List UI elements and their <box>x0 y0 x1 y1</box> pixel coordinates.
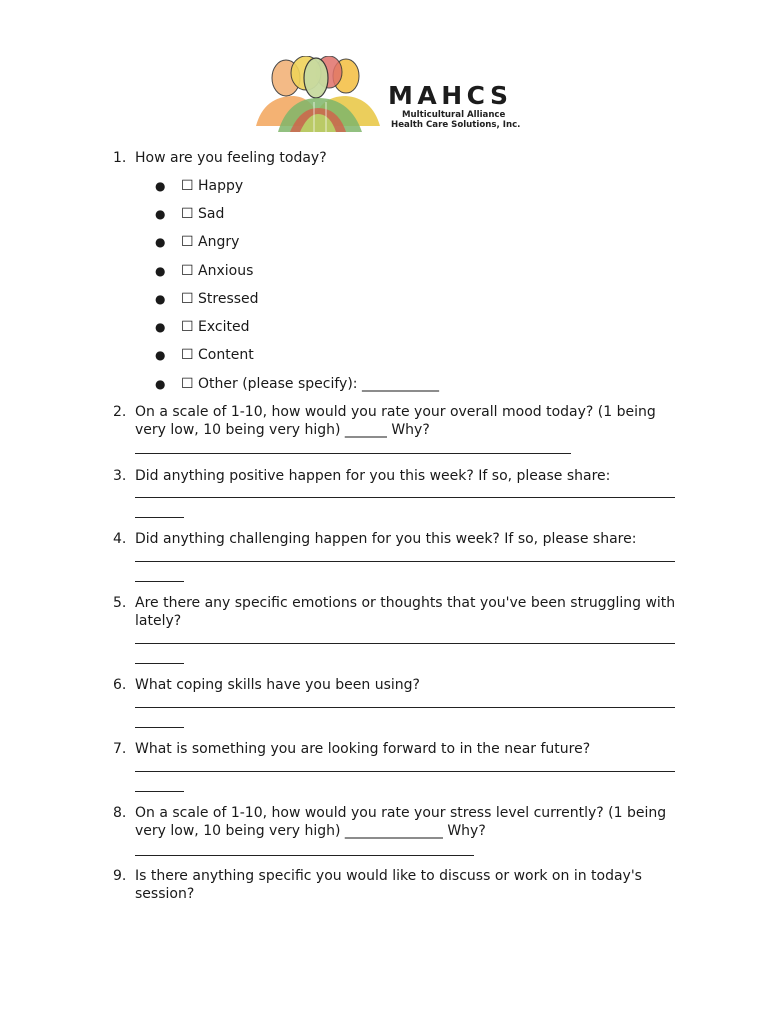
question-text-line-2: session? <box>135 886 195 902</box>
question-text-line-1: On a scale of 1-10, how would you rate your stress level currently? (1 being <box>135 805 667 821</box>
bullet-icon: ● <box>155 235 166 249</box>
question-number: 7. <box>113 741 127 757</box>
bullet-icon: ● <box>155 320 166 334</box>
answer-line[interactable] <box>135 497 675 498</box>
question-text: How are you feeling today? <box>135 150 327 166</box>
bullet-icon: ● <box>155 377 166 391</box>
option-label[interactable]: ☐ Anxious <box>181 263 254 279</box>
question-number: 6. <box>113 677 127 693</box>
bullet-icon: ● <box>155 207 166 221</box>
question-number: 1. <box>113 150 127 166</box>
option-label[interactable]: ☐ Angry <box>181 234 240 250</box>
question-number: 3. <box>113 468 127 484</box>
mahcs-logo <box>254 56 521 134</box>
people-icon <box>254 56 386 134</box>
option-label[interactable]: ☐ Sad <box>181 206 225 222</box>
question-number: 9. <box>113 868 127 884</box>
logo-title: MAHCS <box>388 81 513 110</box>
question-text-line-2: lately? <box>135 613 182 629</box>
question-text: What coping skills have you been using? <box>135 677 420 693</box>
question-text: Did anything positive happen for you this week? If so, please share: <box>135 468 611 484</box>
bullet-icon: ● <box>155 292 166 306</box>
question-number: 8. <box>113 805 127 821</box>
answer-line-end[interactable] <box>135 517 184 518</box>
bullet-icon: ● <box>155 264 166 278</box>
question-number: 2. <box>113 404 127 420</box>
question-text-line-1: Is there anything specific you would like to discuss or work on in today's <box>135 868 642 884</box>
answer-line[interactable] <box>135 561 675 562</box>
answer-line-end[interactable] <box>135 581 184 582</box>
logo-subtitle-line-2: Health Care Solutions, Inc. <box>391 120 521 130</box>
option-label[interactable]: ☐ Happy <box>181 178 244 194</box>
question-text-line-2: very low, 10 being very high) ______________ Why? <box>135 823 486 839</box>
answer-line[interactable] <box>135 771 675 772</box>
answer-line[interactable] <box>135 453 571 454</box>
question-number: 5. <box>113 595 127 611</box>
question-text-line-1: On a scale of 1-10, how would you rate your overall mood today? (1 being <box>135 404 656 420</box>
logo-subtitle-line-1: Multicultural Alliance <box>402 110 506 120</box>
question-text-line-1: Are there any specific emotions or thoughts that you've been struggling with <box>135 595 676 611</box>
answer-line-end[interactable] <box>135 727 184 728</box>
bullet-icon: ● <box>155 179 166 193</box>
question-text: Did anything challenging happen for you this week? If so, please share: <box>135 531 637 547</box>
bullet-icon: ● <box>155 348 166 362</box>
option-label[interactable]: ☐ Excited <box>181 319 250 335</box>
question-text-line-2: very low, 10 being very high) ______ Why? <box>135 422 430 438</box>
option-label[interactable]: ☐ Content <box>181 347 254 363</box>
question-number: 4. <box>113 531 127 547</box>
option-label[interactable]: ☐ Other (please specify): ___________ <box>181 376 439 392</box>
answer-line[interactable] <box>135 707 675 708</box>
answer-line-end[interactable] <box>135 663 184 664</box>
question-text: What is something you are looking forward to in the near future? <box>135 741 591 757</box>
answer-line-end[interactable] <box>135 791 184 792</box>
answer-line[interactable] <box>135 855 474 856</box>
answer-line[interactable] <box>135 643 675 644</box>
option-label[interactable]: ☐ Stressed <box>181 291 259 307</box>
